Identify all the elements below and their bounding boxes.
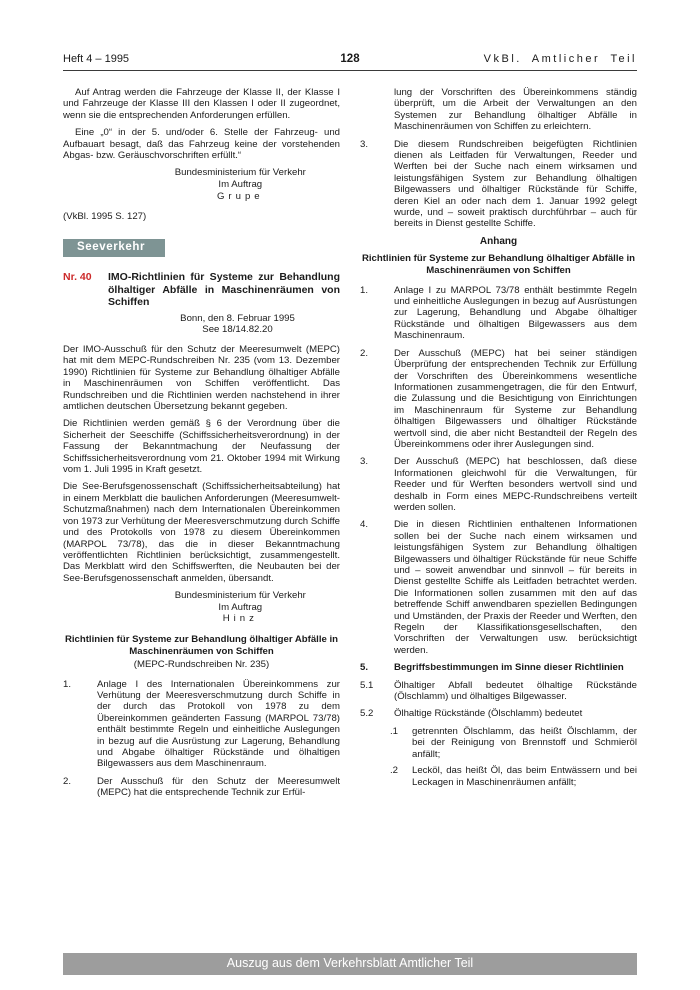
item-text: Ölhaltiger Abfall bedeutet ölhaltige Rückstände (Ölschlamm) und ölhaltiges Bilgewasser. xyxy=(394,679,637,703)
item-text: Anlage I des Internationalen Übereinkommens zur Verhütung der Meeresverschmutzung durch Schiffe in der durch das Protokoll von 1978 zu dem Übereinkommen geänderten Fassung (MARPOL 73/78) enthält bestimmte Regeln und einheitliche Auslegungen in bezug auf die Ausrüstung zur Lagerung, Behandlung und Abgabe ölhaltiger Rückstände und ölhaltigen Bilgewassers aus dem Maschinenraum. xyxy=(97,678,340,770)
item-text: Der Ausschuß (MEPC) hat beschlossen, daß diese Informationen gleichwohl für die Verwaltungen, für Reeder und für Werften besonders wertvoll sind und deshalb in Form eines MEPC-Rundschreibens verteilt werden sollen. xyxy=(394,456,637,513)
list-item xyxy=(63,776,340,799)
ministry-line: Bundesministerium für Verkehr xyxy=(174,590,306,602)
list-item xyxy=(360,708,637,719)
notice-number: Nr. 40 xyxy=(63,271,92,284)
paragraph-berufsgenossenschaft: Die See-Berufsgenossenschaft (Schiffssicherheitsabteilung) hat in einem Merkblatt die baulichen Anforderungen (Meeresumwelt-Schutzmaßnahmen) nach dem Internationalen Übereinkommen von 1973 zur Verhütung der Meeresverschmutzung durch Schiffe und des Protokolls von 1978 zu diesem Übereinkommen (MARPOL 73/78), das die in dieser Bekanntmachung veröffentlichten Richtlinien berücksichtigt, zusammengestellt. Das Merkblatt wird den Schiffswerften, die Neubauten bei der See-Berufsgenossenschaft anmelden, übersandt. xyxy=(63,481,340,584)
im-auftrag-line: Im Auftrag xyxy=(218,601,263,613)
guidelines-subheading: (MEPC-Rundschreiben Nr. 235) xyxy=(133,659,270,671)
list-item xyxy=(360,348,637,451)
sub-list-item xyxy=(390,765,637,788)
date-line: Bonn, den 8. Februar 1995 xyxy=(180,312,295,324)
paragraph-fahrzeugart-null: Eine „0“ in der 5. und/oder 6. Stelle der Fahrzeug- und Aufbauart besagt, daß das Fahrzeug keine der vorstehenden Abgas- bzw. Geräuschvorschriften erfüllt.“ xyxy=(63,127,340,162)
list-item xyxy=(360,519,637,656)
item-text: Die in diesen Richtlinien enthaltenen Informationen sollen bei der Suche nach einem wirksamen und leistungsfähigen System zur Behandlung ölhaltigen Bilgewassers und ölhaltiger Rückstände für neue Schiffe und – soweit anwendbar und sinnvoll – für bereits in Dienst gestellte Schiffe als Leitfaden betrachtet werden. Die Informationen sollen zusammen mit den auf das betreffende Schiff anwendbaren speziellen Bedingungen und Umständen, der Praxis der Reeder und Werften, den Regeln der Klassifikationsgesellschaften, den Vorschriften der Verwaltungen usw. berücksichtigt werden. xyxy=(394,519,638,656)
signature-block-hinz xyxy=(146,590,334,625)
notice-title: IMO-Richtlinien für Systeme zur Behandlung ölhaltiger Abfälle in Maschinenräumen von Schiffen xyxy=(108,271,340,309)
item-text: Der Ausschuß für den Schutz der Meeresumwelt (MEPC) hat die entsprechende Technik zur Erfül- xyxy=(97,775,340,799)
guidelines-heading: Richtlinien für Systeme zur Behandlung ölhaltiger Abfälle in Maschinenräumen von Schiffen xyxy=(64,633,339,657)
journal-title: VkBl. Amtlicher Teil xyxy=(483,53,637,65)
notice-heading xyxy=(63,271,340,309)
item-number: 1. xyxy=(360,284,369,296)
paragraph-mepc-veroeffentlichung: Der IMO-Ausschuß für den Schutz der Meeresumwelt (MEPC) hat mit dem MEPC-Rundschreiben Nr. 235 (vom 13. Dezember 1990) Richtlinien für Systeme zur Behandlung ölhaltiger Abfälle in Maschinenräumen von Schiffen veröffentlicht. Das Rundschreiben und die Richtlinien werden nachstehend in ihrer amtlichen deutschen Übersetzung bekannt gegeben. xyxy=(63,344,340,413)
content-columns xyxy=(63,87,637,805)
signatory-name: Grupe xyxy=(216,190,264,202)
item-number: 5.1 xyxy=(360,679,374,691)
anhang-title: Richtlinien für Systeme zur Behandlung ölhaltiger Abfälle in Maschinenräumen von Schiffen xyxy=(361,253,636,277)
signature-block-grupe xyxy=(146,167,334,202)
list-item xyxy=(360,680,637,703)
subitem-text: getrennten Ölschlamm, das heißt Ölschlamm, der bei der Reinigung von Brennstoff und Schmieröl anfällt; xyxy=(412,725,637,760)
list-item xyxy=(63,679,340,770)
issue-label: Heft 4 – 1995 xyxy=(63,53,130,65)
item-text: Anlage I zu MARPOL 73/78 enthält bestimmte Regeln und einheitliche Auslegungen in bezug auf Ausrüstungen zur Lagerung, Behandlung und Abgabe ölhaltiger Rückstände und ölhaltigen Bilgewassers aus dem Maschinenraum. xyxy=(394,284,637,342)
item-number: 2. xyxy=(63,775,72,787)
right-column xyxy=(360,87,637,805)
page-number: 128 xyxy=(340,53,360,65)
item-text: Ölhaltige Rückstände (Ölschlamm) bedeutet xyxy=(394,708,583,720)
page-header xyxy=(63,53,637,71)
vkbl-reference: (VkBl. 1995 S. 127) xyxy=(63,211,147,223)
item-continuation-text: lung der Vorschriften des Übereinkommens ständig überprüft, um die Arbeit der Verwaltungen an den Systemen zur Behandlung ölhaltiger Abfälle in Maschinenräumen von Schiffen zu erleichtern. xyxy=(394,87,637,133)
item-text: Die diesem Rundschreiben beigefügten Richtlinien dienen als Leitfaden für Verwaltungen, Reeder und Werften bei der Suche nach einem wirksamen und leistungsfähigen System zur Behandlung ölhaltigen Bilgewassers und ölhaltiger Rückstände für Schiffe, deren Kiel an oder nach dem 1. Januar 1992 gelegt wurde, und – soweit praktisch durchführbar – auch für bereits in Dienst gestellte Schiffe. xyxy=(394,138,637,230)
definitions-heading: Begriffsbestimmungen im Sinne dieser Richtlinien xyxy=(394,662,624,674)
ministry-line: Bundesministerium für Verkehr xyxy=(174,167,306,179)
list-item xyxy=(360,456,637,513)
subitem-text: Lecköl, das heißt Öl, das beim Entwässern und bei Leckagen in Maschinenräumen anfällt; xyxy=(412,765,637,788)
paragraph-inkraftsetzung: Die Richtlinien werden gemäß § 6 der Verordnung über die Sicherheit der Seeschiffe (Schiffssicherheitsverordnung) in der Fassung der Bekanntmachung der Neufassung der Schiffssicherheitsverordnung vom 21. Oktober 1994 mit Wirkung vom 1. Juli 1995 in Kraft gesetzt. xyxy=(63,418,340,476)
left-column xyxy=(63,87,340,805)
subitem-number: .1 xyxy=(390,725,399,737)
paragraph-klasse-zuordnung: Auf Antrag werden die Fahrzeuge der Klasse II, der Klasse I und Fahrzeuge der Klasse III den Klassen I oder II zugeordnet, wenn sie die entsprechenden Anforderungen erfüllen. xyxy=(63,87,340,121)
list-item xyxy=(360,139,637,230)
anhang-heading: Anhang xyxy=(479,235,518,247)
item-text: Der Ausschuß (MEPC) hat bei seiner ständigen Überprüfung der entsprechenden Technik zur Erfüllung der Vorschriften des Übereinkommens wesentliche Informationen zusammengetragen, die für den Entwurf, die Zulassung und die Besichtigung von Einrichtungen im Maschinenraum für Systeme zur Behandlung ölhaltigen Bilgewassers und ölhaltiger Rückstände wertvoll sind, die aber nicht Bestandteil der Regeln des Übereinkommens oder ihrer Auslegungen sind. xyxy=(394,347,637,450)
list-item xyxy=(360,285,637,342)
im-auftrag-line: Im Auftrag xyxy=(218,179,263,191)
footer-banner: Auszug aus dem Verkehrsblatt Amtlicher Teil xyxy=(63,953,637,975)
sub-list-item xyxy=(390,726,637,760)
subitem-number: .2 xyxy=(390,765,399,777)
list-item-definitions-heading xyxy=(360,662,637,673)
item-number: 5. xyxy=(360,662,369,674)
section-label-seeverkehr: Seeverkehr xyxy=(63,239,165,257)
signatory-name: Hinz xyxy=(222,613,258,625)
item-number: 5.2 xyxy=(360,708,374,720)
item-number: 4. xyxy=(360,519,369,531)
item-number: 1. xyxy=(63,678,72,690)
item-number: 2. xyxy=(360,347,369,359)
item-number: 3. xyxy=(360,138,369,150)
date-block xyxy=(146,313,329,336)
file-reference: See 18/14.82.20 xyxy=(202,324,273,336)
item-number: 3. xyxy=(360,456,369,468)
